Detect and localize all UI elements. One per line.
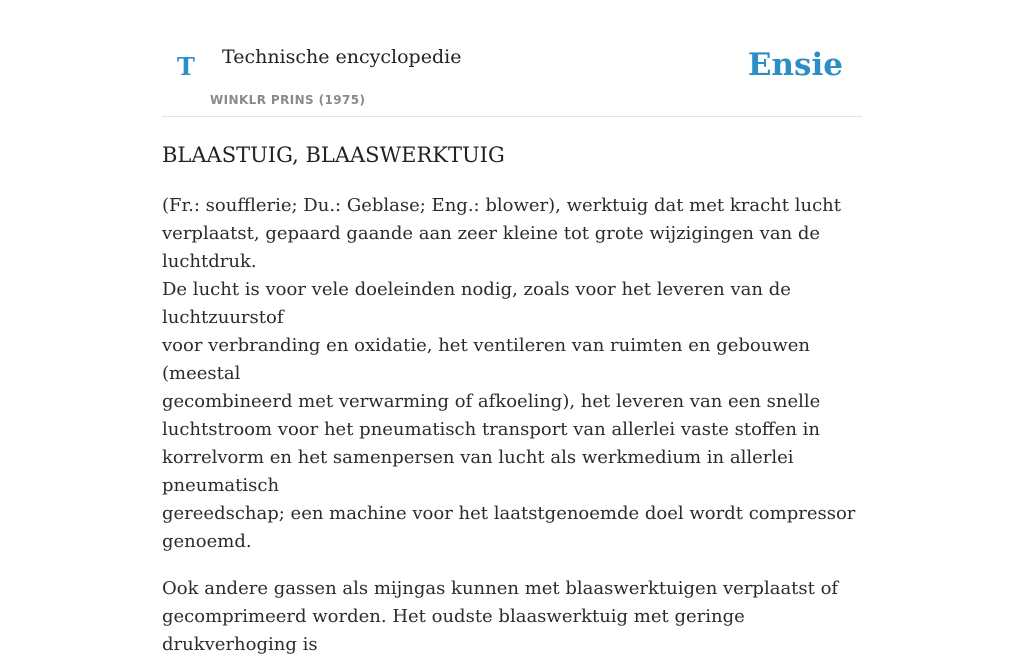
entry-title: BLAASTUIG, BLAASWERKTUIG bbox=[162, 143, 505, 167]
article bbox=[162, 139, 862, 659]
source-header bbox=[162, 30, 862, 117]
article-paragraph: (Fr.: soufflerie; Du.: Geblase; Eng.: blower), werktuig dat met kracht lucht verplaatst, gepaard gaande aan zeer kleine tot grote wijzigingen van de luchtdruk. De lucht is voor vele doeleinden nodig, zoals voor het leveren van de luchtzuurstof voor verbranding en oxidatie, het ventileren van ruimten en gebouwen (meestal gecombineerd met verwarming of afkoeling), het leveren van een snelle luchtstroom voor het pneumatisch transport van allerlei vaste stoffen in korrelvorm en het samenpersen van lucht als werkmedium in allerlei pneumatisch gereedschap; een machine voor het laatstgenoemde doel wordt compressor genoemd. bbox=[162, 195, 856, 552]
article-paragraph: Ook andere gassen als mijngas kunnen met blaaswerktuigen verplaatst of gecomprimeerd worden. Het oudste blaaswerktuig met geringe drukverhoging is bbox=[162, 578, 839, 655]
brand-logo[interactable]: Ensie bbox=[747, 47, 843, 83]
source-subtitle: WINKLR PRINS (1975) bbox=[210, 93, 366, 107]
source-logo-icon: T bbox=[177, 52, 195, 81]
source-title-link[interactable]: Technische encyclopedie bbox=[222, 46, 462, 68]
